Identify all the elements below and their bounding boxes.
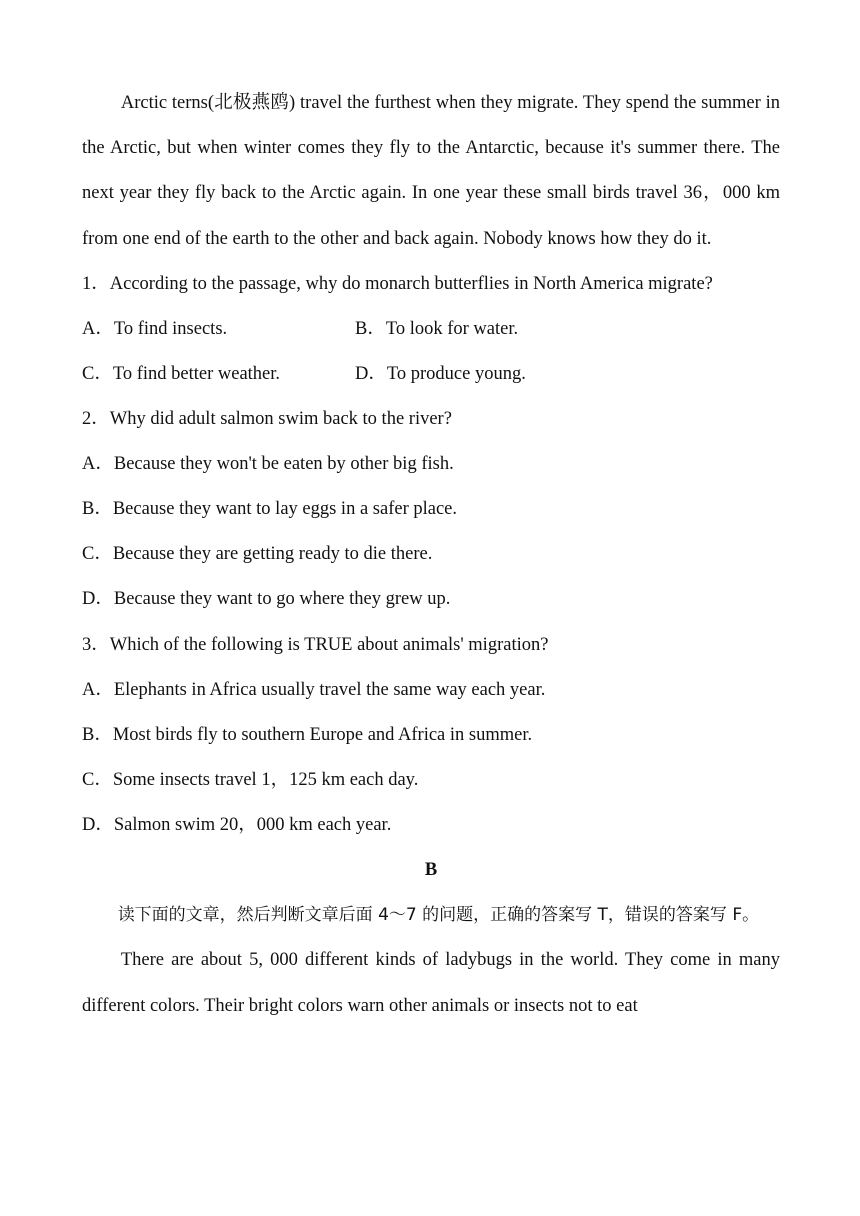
- arctic-terns-paragraph: Arctic terns(北极燕鸥) travel the furthest when they migrate. They spend the summer in the Arctic, but when winter comes they fly to the Antarctic, because it's summer there. The next year they fly back to the Arctic again. In one year these small birds travel 36，000 km from one end of the earth to the other and back again. Nobody knows how they do it.: [82, 93, 780, 249]
- question-1-options-row-1: [82, 307, 780, 352]
- question-3-option-d: D．Salmon swim 20，000 km each year.: [82, 814, 392, 835]
- question-3-stem: 3．Which of the following is TRUE about animals' migration?: [82, 634, 549, 655]
- ladybugs-paragraph: There are about 5, 000 different kinds of ladybugs in the world. They come in many different colors. Their bright colors warn other animals or insects not to eat: [82, 950, 780, 1016]
- question-3-option-a: A．Elephants in Africa usually travel the same way each year.: [82, 679, 546, 700]
- section-b-heading: B: [424, 860, 438, 881]
- question-1-stem: 1．According to the passage, why do monarch butterflies in North America migrate?: [82, 273, 713, 294]
- question-3-option-c: C．Some insects travel 1，125 km each day.: [82, 769, 419, 790]
- question-2-stem: 2．Why did adult salmon swim back to the river?: [82, 409, 452, 430]
- question-1-option-d: D．To produce young.: [355, 364, 526, 384]
- question-3-option-b: B．Most birds fly to southern Europe and Africa in summer.: [82, 724, 533, 745]
- section-b-instruction: 读下面的文章，然后判断文章后面 4～7 的问题，正确的答案写 T，错误的答案写 F。: [117, 905, 760, 926]
- question-2-option-d: D．Because they want to go where they grew up.: [82, 589, 451, 610]
- document-page: [82, 81, 780, 1029]
- question-1-option-a: A．To find insects.: [82, 318, 228, 339]
- question-1-option-b: B．To look for water.: [355, 318, 519, 339]
- question-1-options-row-2: [82, 352, 780, 397]
- question-2-option-b: B．Because they want to lay eggs in a safer place.: [82, 499, 458, 520]
- question-1-option-c: C．To find better weather.: [82, 364, 281, 384]
- question-2-option-c: C．Because they are getting ready to die there.: [82, 544, 433, 565]
- question-2-option-a: A．Because they won't be eaten by other big fish.: [82, 454, 454, 475]
